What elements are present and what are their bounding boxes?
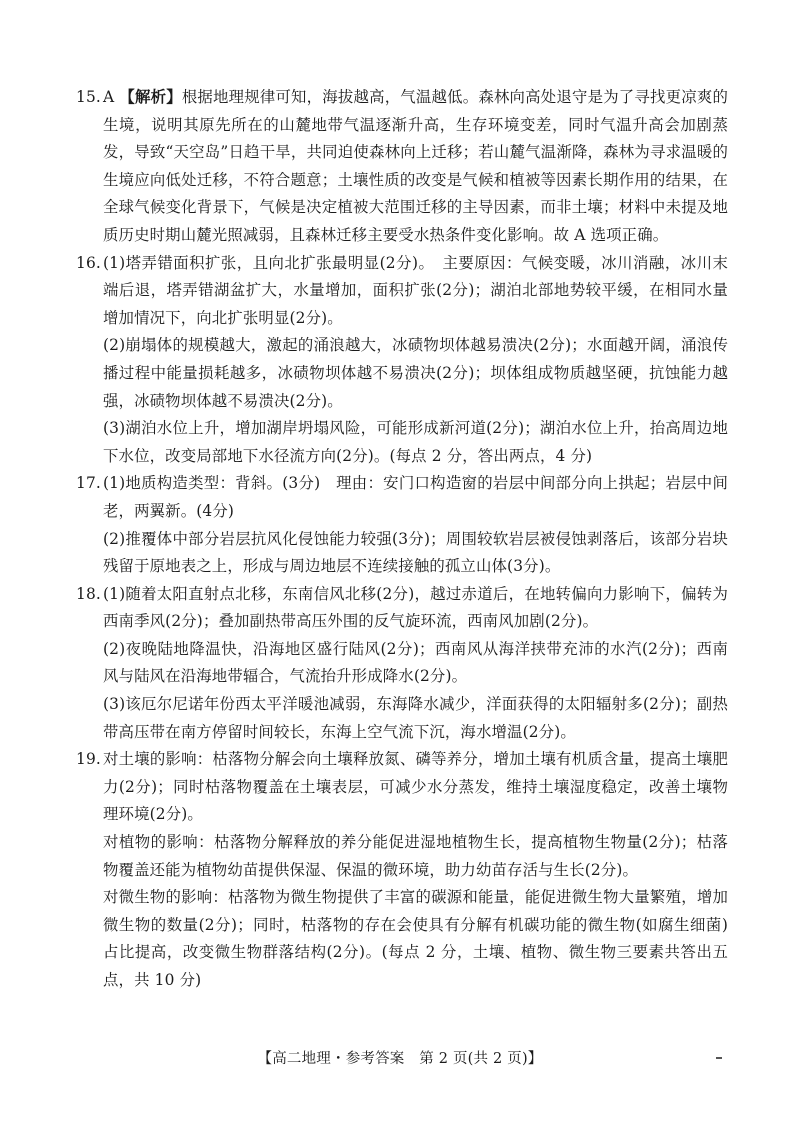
answer-paragraph: (1)塔弄错面积扩张，且向北扩张最明显(2分)。 主要原因：气候变暖，冰川消融，冰川末端后退，塔弄错湖盆扩大，水量增加，面积扩张(2分)；湖泊北部地势较平缓，在相同水量增加情况下，向北扩张明显(2分)。 [103,253,728,327]
answer-paragraph: (1)地质构造类型：背斜。(3分) 理由：安门口构造窗的岩层中间部分向上拱起；岩层中间老，两翼新。(4分) [103,474,728,520]
answer-19 [76,746,728,994]
question-number: 15. [76,88,101,106]
question-number: 16. [76,253,101,272]
answer-16 [76,250,728,471]
question-number: 19. [76,750,101,769]
analysis-tag: 【解析】 [119,88,182,106]
answer-paragraph: 对土壤的影响：枯落物分解会向土壤释放氮、磷等养分，增加土壤有机质含量，提高土壤肥力(2分)；同时枯落物覆盖在土壤表层，可减少水分蒸发，维持土壤湿度稳定，改善土壤物理环境(2分)。 [103,750,728,824]
question-number: 18. [76,584,101,603]
answer-paragraph: (3)湖泊水位上升，增加湖岸坍塌风险，可能形成新河道(2分)；湖泊水位上升，抬高周边地下水位，改变局部地下水径流方向(2分)。(每点 2 分，答出两点，4 分) [103,419,728,465]
answer-paragraph: (2)崩塌体的规模越大，激起的涌浪越大，冰碛物坝体越易溃决(2分)；水面越开阔，涌浪传播过程中能量损耗越多，冰碛物坝体越不易溃决(2分)；坝体组成物质越坚硬，抗蚀能力越强，冰碛物坝体越不易溃决(2分)。 [103,336,728,410]
answer-paragraph: (3)该厄尔尼诺年份西太平洋暖池减弱，东海降水减少，洋面获得的太阳辐射多(2分)；副热带高压带在南方停留时间较长，东海上空气流下沉，海水增温(2分)。 [103,695,728,741]
answer-15 [76,84,728,250]
corner-mark [716,1057,722,1059]
answer-18 [76,581,728,747]
answer-text: 根据地理规律可知，海拔越高，气温越低。森林向高处退守是为了寻找更凉爽的生境，说明其原先所在的山麓地带气温逐渐升高，生存环境变差，同时气温升高会加剧蒸发，导致“天空岛”日趋干旱，共同迫使森林向上迁移；若山麓气温渐降，森林为寻求温暖的生境应向低处迁移，不符合题意；土壤性质的改变是气候和植被等因素长期作用的结果，在全球气候变化背景下，气候是决定植被大范围迁移的主导因素，而非土壤；材料中未提及地质历史时期山麓光照减弱，且森林迁移主要受水热条件变化影响。故 A 选项正确。 [103,88,728,244]
answer-paragraph [103,84,728,250]
answer-paragraph: 对微生物的影响：枯落物为微生物提供了丰富的碳源和能量，能促进微生物大量繁殖，增加微生物的数量(2分)；同时，枯落物的存在会使具有分解有机碳功能的微生物(如腐生细菌)占比提高，改变微生物群落结构(2分)。(每点 2 分，土壤、植物、微生物三要素共答出五点，共 10 分) [103,888,728,989]
answer-paragraph: (2)推覆体中部分岩层抗风化侵蚀能力较强(3分)；周围较软岩层被侵蚀剥落后，该部分岩块残留于原地表之上，形成与周边地层不连续接触的孤立山体(3分)。 [103,529,728,576]
answer-paragraph: (1)随着太阳直射点北移，东南信风北移(2分)，越过赤道后，在地转偏向力影响下，偏转为西南季风(2分)；叠加副热带高压外围的反气旋环流，西南风加剧(2分)。 [103,584,728,631]
answer-content [76,84,728,995]
answer-choice: A [103,88,120,106]
answer-17 [76,470,728,580]
question-number: 17. [76,474,101,493]
answer-paragraph: 对植物的影响：枯落物分解释放的养分能促进湿地植物生长，提高植物生物量(2分)；枯落物覆盖还能为植物幼苗提供保湿、保温的微环境，助力幼苗存活与生长(2分)。 [103,833,728,879]
answer-paragraph: (2)夜晚陆地降温快，沿海地区盛行陆风(2分)；西南风从海洋挟带充沛的水汽(2分)；西南风与陆风在沿海地带辐合，气流抬升形成降水(2分)。 [103,639,728,686]
page-footer: 【高二地理・参考答案 第 2 页(共 2 页)】 [257,1051,543,1067]
